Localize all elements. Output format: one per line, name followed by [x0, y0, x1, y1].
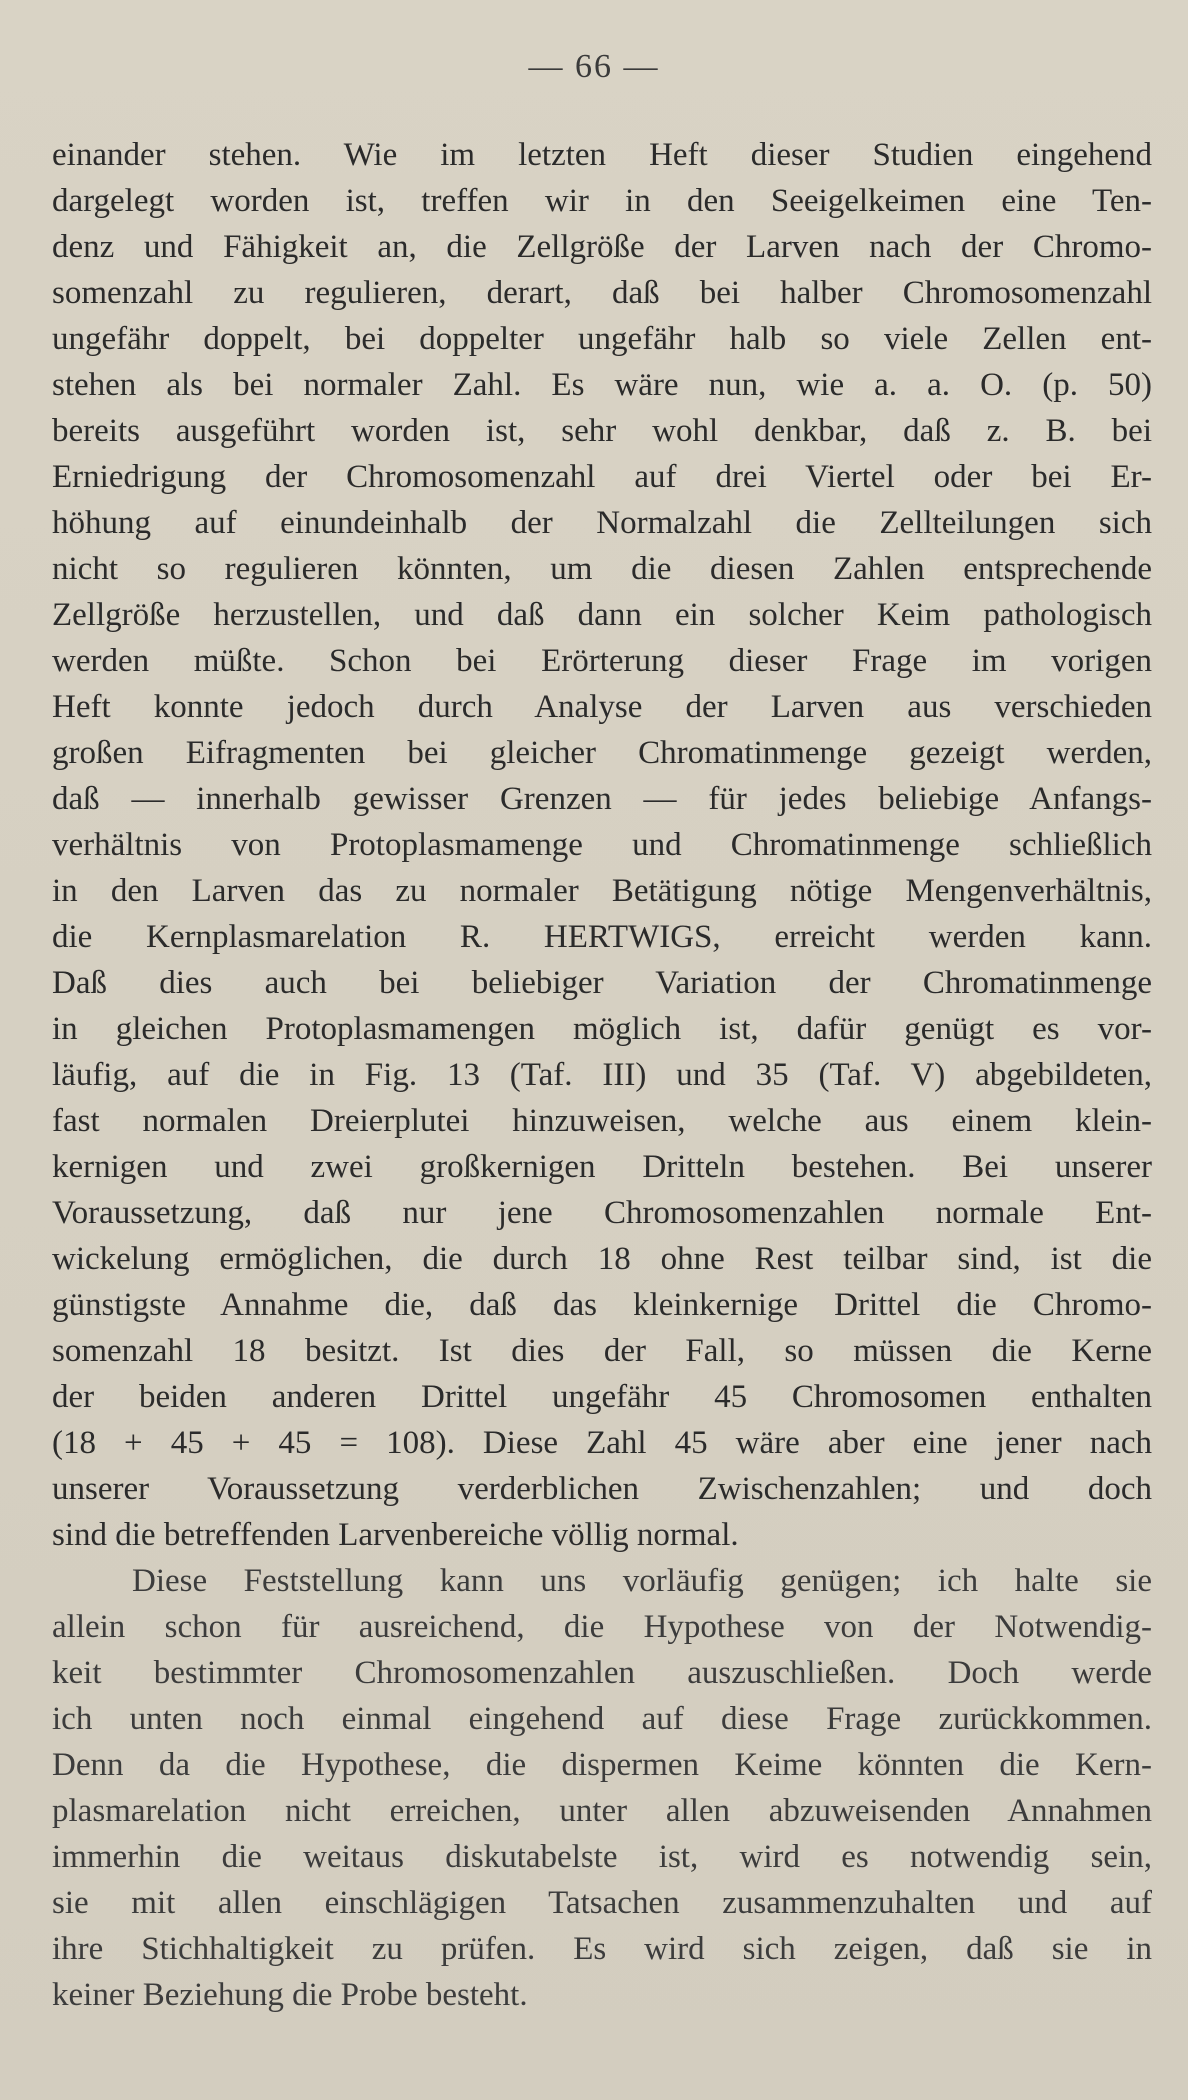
text-line: bereits ausgeführt worden ist, sehr wohl denkbar, daß z. B. bei — [52, 413, 1152, 449]
text-line: höhung auf einundeinhalb der Normalzahl die Zellteilungen sich — [52, 505, 1152, 541]
text-line: in gleichen Protoplasmamengen möglich ist, dafür genügt es vor- — [52, 1011, 1152, 1047]
text-line: Voraussetzung, daß nur jene Chromosomenzahlen normale Ent- — [52, 1195, 1152, 1231]
text-line: Diese Feststellung kann uns vorläufig genügen; ich halte sie — [132, 1563, 1152, 1599]
text-line: Erniedrigung der Chromosomenzahl auf drei Viertel oder bei Er- — [52, 459, 1152, 495]
text-line: kernigen und zwei großkernigen Dritteln bestehen. Bei unserer — [52, 1149, 1152, 1185]
text-line: läufig, auf die in Fig. 13 (Taf. III) und 35 (Taf. V) abgebildeten, — [52, 1057, 1152, 1093]
text-line: der beiden anderen Drittel ungefähr 45 Chromosomen enthalten — [52, 1379, 1152, 1415]
body-text — [52, 132, 1152, 2018]
text-line: die Kernplasmarelation R. HERTWIGS, erreicht werden kann. — [52, 919, 1152, 955]
page-number: — 66 — — [528, 48, 660, 85]
text-line: verhältnis von Protoplasmamenge und Chromatinmenge schließlich — [52, 827, 1152, 863]
text-line: sind die betreffenden Larvenbereiche völlig normal. — [52, 1517, 739, 1553]
text-line: dargelegt worden ist, treffen wir in den Seeigelkeimen eine Ten- — [52, 183, 1152, 219]
text-line: daß — innerhalb gewisser Grenzen — für jedes beliebige Anfangs- — [52, 781, 1152, 817]
text-line: nicht so regulieren könnten, um die diesen Zahlen entsprechende — [52, 551, 1152, 587]
text-line: wickelung ermöglichen, die durch 18 ohne Rest teilbar sind, ist die — [52, 1241, 1152, 1277]
text-line: in den Larven das zu normaler Betätigung nötige Mengenverhältnis, — [52, 873, 1152, 909]
text-line: immerhin die weitaus diskutabelste ist, wird es notwendig sein, — [52, 1839, 1152, 1875]
text-line: Heft konnte jedoch durch Analyse der Larven aus verschieden — [52, 689, 1152, 725]
text-line: fast normalen Dreierplutei hinzuweisen, welche aus einem klein- — [52, 1103, 1152, 1139]
text-line: ich unten noch einmal eingehend auf diese Frage zurückkommen. — [52, 1701, 1152, 1737]
text-line: allein schon für ausreichend, die Hypothese von der Notwendig- — [52, 1609, 1152, 1645]
text-line: keiner Beziehung die Probe besteht. — [52, 1977, 528, 2013]
text-line: werden müßte. Schon bei Erörterung dieser Frage im vorigen — [52, 643, 1152, 679]
text-line: Zellgröße herzustellen, und daß dann ein solcher Keim pathologisch — [52, 597, 1152, 633]
text-line: somenzahl 18 besitzt. Ist dies der Fall, so müssen die Kerne — [52, 1333, 1152, 1369]
text-line: ungefähr doppelt, bei doppelter ungefähr halb so viele Zellen ent- — [52, 321, 1152, 357]
text-line: großen Eifragmenten bei gleicher Chromatinmenge gezeigt werden, — [52, 735, 1152, 771]
text-line: günstigste Annahme die, daß das kleinkernige Drittel die Chromo- — [52, 1287, 1152, 1323]
text-line: stehen als bei normaler Zahl. Es wäre nun, wie a. a. O. (p. 50) — [52, 367, 1152, 403]
text-line: plasmarelation nicht erreichen, unter allen abzuweisenden Annahmen — [52, 1793, 1152, 1829]
paragraph-1 — [52, 132, 1152, 1558]
text-line: Daß dies auch bei beliebiger Variation der Chromatinmenge — [52, 965, 1152, 1001]
text-line: (18 + 45 + 45 = 108). Diese Zahl 45 wäre aber eine jener nach — [52, 1425, 1152, 1461]
text-line: ihre Stichhaltigkeit zu prüfen. Es wird sich zeigen, daß sie in — [52, 1931, 1152, 1967]
text-line: somenzahl zu regulieren, derart, daß bei halber Chromosomenzahl — [52, 275, 1152, 311]
text-line: denz und Fähigkeit an, die Zellgröße der Larven nach der Chromo- — [52, 229, 1152, 265]
paragraph-2 — [52, 1558, 1152, 2018]
text-line: einander stehen. Wie im letzten Heft dieser Studien eingehend — [52, 137, 1152, 173]
text-line: sie mit allen einschlägigen Tatsachen zusammenzuhalten und auf — [52, 1885, 1152, 1921]
text-line: unserer Voraussetzung verderblichen Zwischenzahlen; und doch — [52, 1471, 1152, 1507]
text-line: Denn da die Hypothese, die dispermen Keime könnten die Kern- — [52, 1747, 1152, 1783]
text-line: keit bestimmter Chromosomenzahlen auszuschließen. Doch werde — [52, 1655, 1152, 1691]
